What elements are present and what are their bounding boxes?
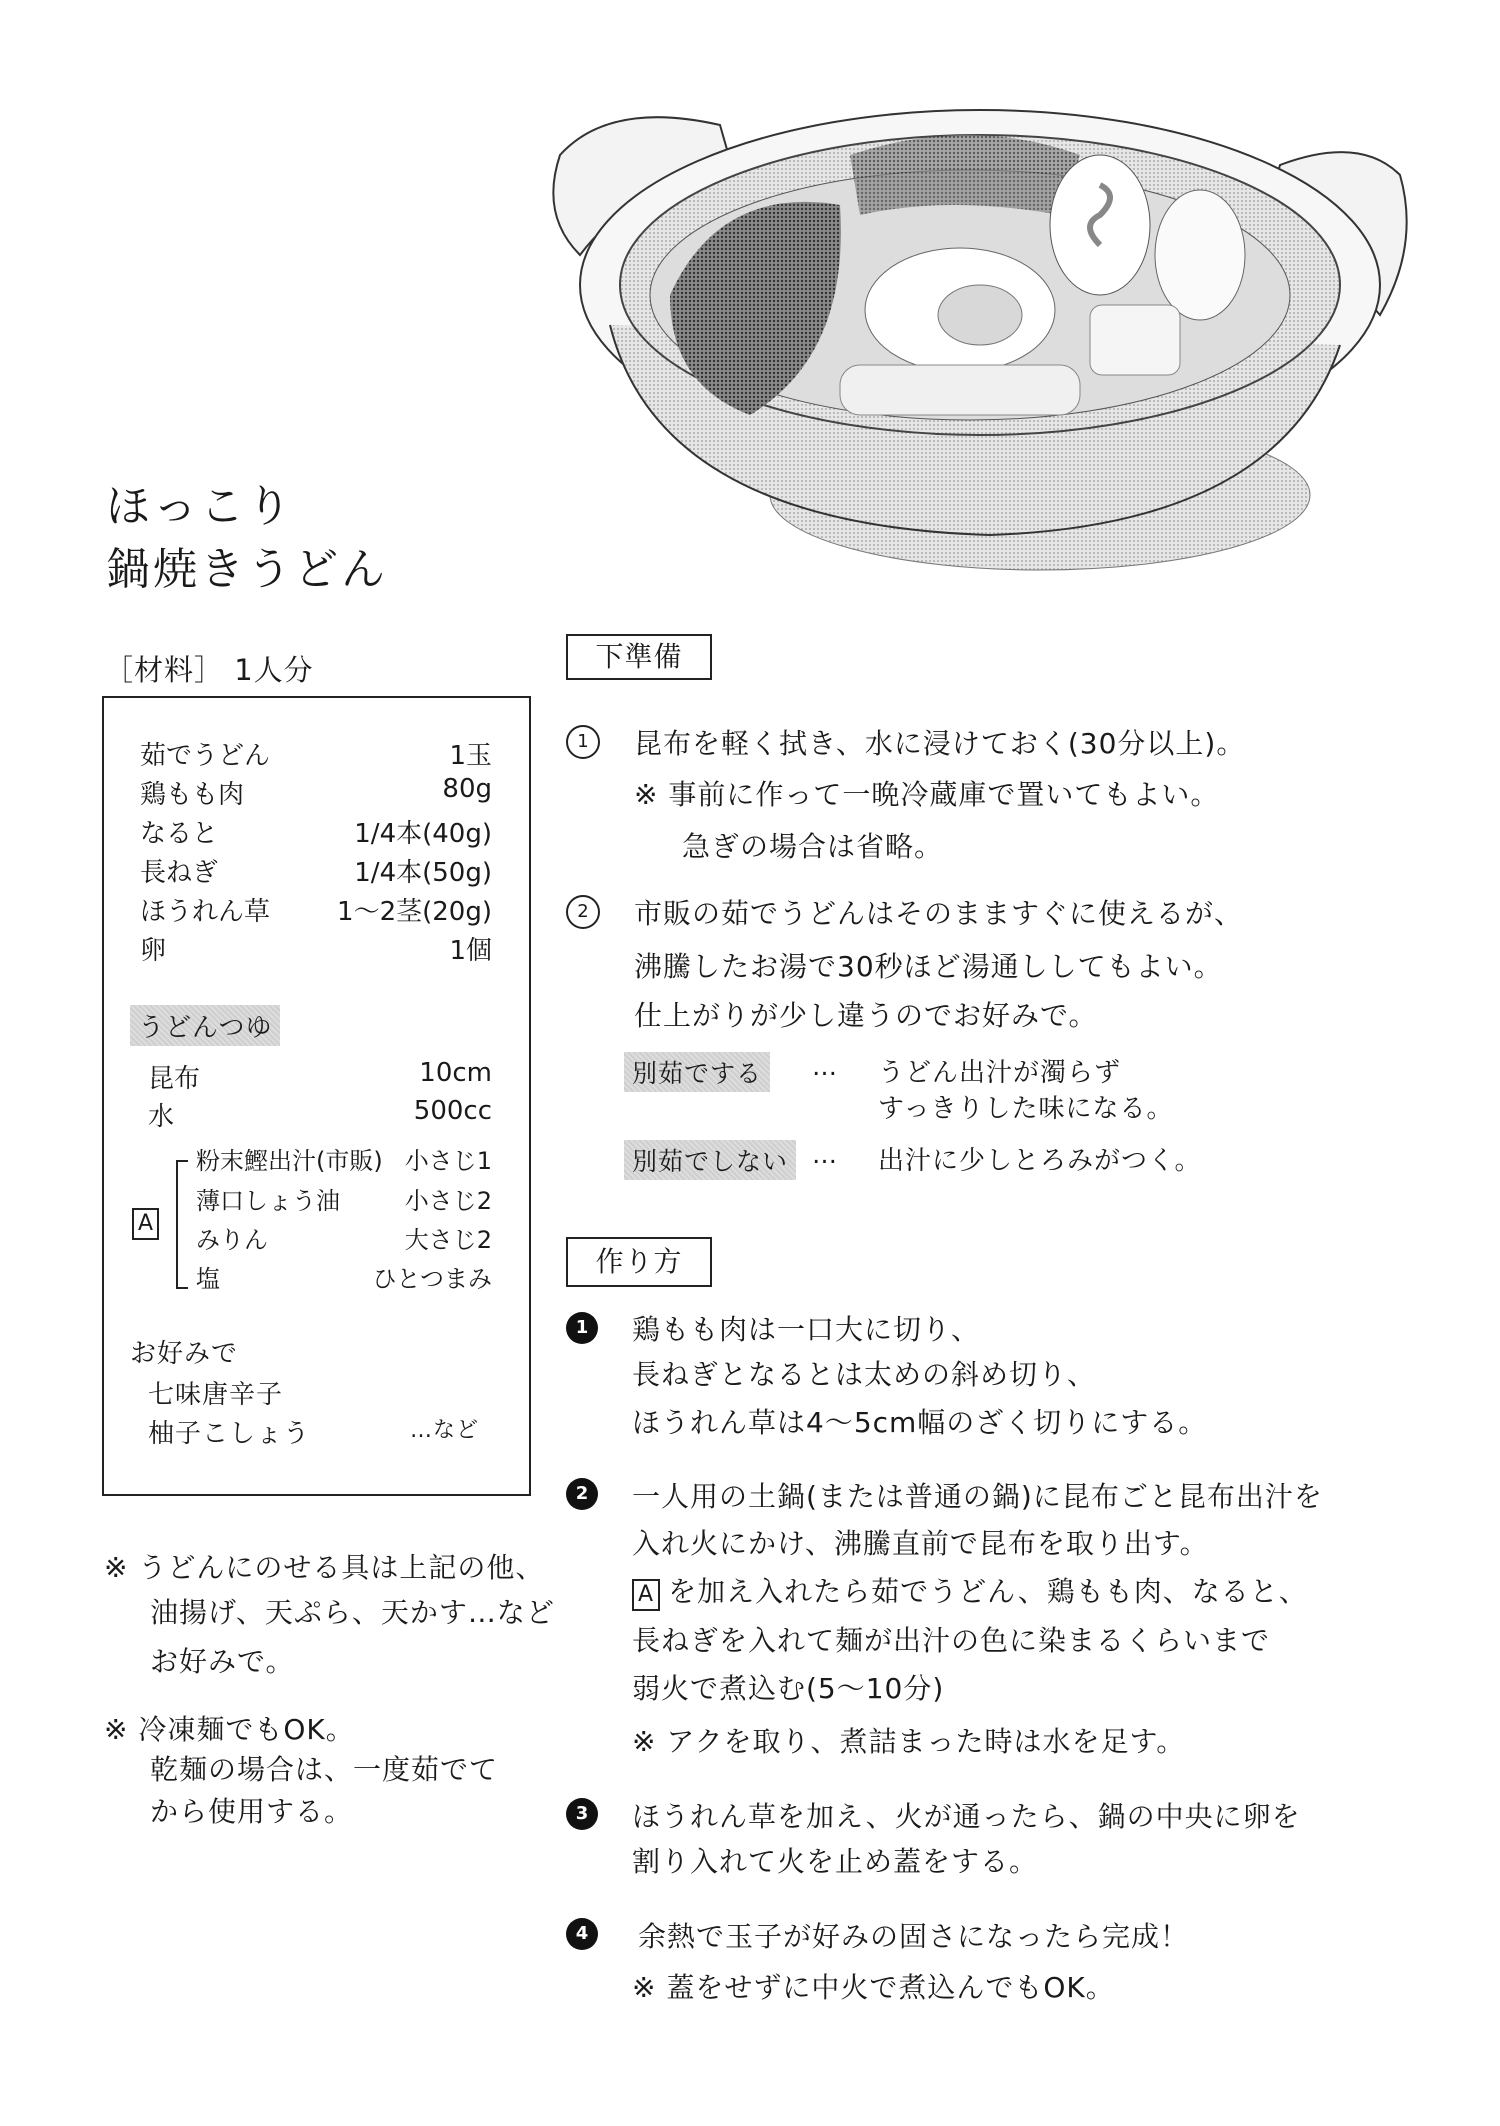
- note-line: ※ 冷凍麺でもOK。: [104, 1713, 355, 1746]
- ingredient-row: [148, 1058, 492, 1095]
- ingredient-name: 水: [148, 1102, 175, 1132]
- nabeyaki-udon-illustration: [520, 95, 1460, 585]
- ingredient-name: 粉末鰹出汁(市販): [196, 1147, 383, 1175]
- method-step-line: 鶏もも肉は一口大に切り、: [632, 1313, 981, 1346]
- ingredient-row: [140, 735, 492, 772]
- option-separator: …: [812, 1052, 838, 1081]
- method-step-line: 弱火で煮込む(5～10分): [632, 1672, 945, 1705]
- ingredient-row: [140, 930, 492, 967]
- recipe-title-line1: ほっこり: [106, 481, 294, 532]
- optional-item: 七味唐辛子: [148, 1380, 284, 1410]
- group-a-bracket: [176, 1160, 188, 1289]
- ingredient-row: [148, 1096, 492, 1133]
- method-step-line: 長ねぎを入れて麺が出汁の色に染まるくらいまで: [632, 1624, 1271, 1657]
- ingredient-amount: 1玉: [449, 741, 492, 771]
- method-step-line: 余熱で玉子が好みの固さになったら完成！: [638, 1920, 1190, 1953]
- ingredient-name: 茹でうどん: [140, 741, 271, 771]
- step-number-filled: 1: [566, 1312, 598, 1344]
- ingredient-amount: 1～2茎(20g): [337, 897, 492, 927]
- optional-suffix: …など: [410, 1418, 480, 1443]
- step-number-filled: 2: [566, 1478, 598, 1510]
- step-number-circle: 1: [566, 725, 600, 759]
- method-step-line: 割り入れて火を止め蓋をする。: [632, 1845, 1039, 1878]
- note-line: お好みで。: [150, 1645, 295, 1678]
- option-text: うどん出汁が濁らず: [878, 1058, 1122, 1088]
- method-step-line: 長ねぎとなるとは太めの斜め切り、: [632, 1358, 1097, 1391]
- ingredient-name: 長ねぎ: [140, 858, 219, 888]
- ingredient-amount: 大さじ2: [404, 1226, 492, 1254]
- ingredient-name: ほうれん草: [140, 897, 271, 927]
- option-separator: …: [812, 1140, 838, 1169]
- prep-step-line: 市販の茹でうどんはそのまますぐに使えるが、: [634, 897, 1244, 930]
- optional-item: 柚子こしょう: [148, 1419, 311, 1449]
- ingredient-amount: 10cm: [419, 1058, 492, 1088]
- ingredient-name: 鶏もも肉: [140, 780, 245, 810]
- method-step-line: ほうれん草を加え、火が通ったら、鍋の中央に卵を: [632, 1800, 1301, 1833]
- step-number-circle: 2: [566, 895, 600, 929]
- ingredient-amount: 500cc: [413, 1096, 492, 1126]
- method-step-line: [632, 1570, 1308, 1611]
- note-line: 乾麺の場合は、一度茹でて: [150, 1753, 499, 1786]
- ingredient-name: みりん: [196, 1226, 268, 1254]
- ingredient-name: 塩: [196, 1265, 220, 1293]
- ingredient-amount: 1個: [449, 936, 492, 966]
- group-a-ref: A: [632, 1579, 660, 1611]
- ingredients-header: ［材料］ 1人分: [104, 653, 314, 687]
- ingredient-row: [140, 852, 492, 889]
- ingredient-name: 薄口しょう油: [196, 1187, 340, 1215]
- option-text: すっきりした味になる。: [878, 1094, 1174, 1124]
- method-step-line: ※ アクを取り、煮詰まった時は水を足す。: [632, 1725, 1186, 1758]
- step-number-filled: 3: [566, 1798, 598, 1830]
- method-step-line: 入れ火にかけ、沸騰直前で昆布を取り出す。: [632, 1527, 1209, 1560]
- ingredient-row: [196, 1220, 492, 1255]
- ingredient-row: [196, 1141, 492, 1176]
- ingredient-row: [196, 1181, 492, 1216]
- group-a-label: A: [132, 1208, 159, 1240]
- tsuyu-label: うどんつゆ: [130, 1005, 280, 1046]
- prep-heading: 下準備: [566, 634, 712, 680]
- ingredient-amount: ひとつまみ: [372, 1265, 492, 1293]
- prep-step-line: 急ぎの場合は省略。: [682, 830, 944, 863]
- ingredient-row: [140, 891, 492, 928]
- ingredient-name: なると: [140, 819, 219, 849]
- option-label: 別茹でする: [624, 1052, 770, 1092]
- note-line: ※ うどんにのせる具は上記の他、: [104, 1551, 545, 1584]
- prep-step-line: 仕上がりが少し違うのでお好みで。: [634, 999, 1098, 1032]
- ingredient-amount: 1/4本(50g): [354, 858, 492, 888]
- prep-step-line: ※ 事前に作って一晩冷蔵庫で置いてもよい。: [634, 778, 1220, 811]
- ingredient-name: 昆布: [148, 1064, 201, 1094]
- ingredient-amount: 1/4本(40g): [354, 819, 492, 849]
- method-step-line: ※ 蓋をせずに中火で煮込んでもOK。: [632, 1971, 1115, 2004]
- ingredient-row: [140, 813, 492, 850]
- ingredient-amount: 小さじ2: [404, 1187, 492, 1215]
- method-step-line: ほうれん草は4～5cm幅のざく切りにする。: [632, 1406, 1208, 1439]
- recipe-title-line2: 鍋焼きうどん: [106, 544, 388, 595]
- prep-step-line: 昆布を軽く拭き、水に浸けておく(30分以上)。: [634, 727, 1246, 760]
- method-step-text: を加え入れたら茹でうどん、鶏もも肉、なると、: [668, 1575, 1308, 1608]
- method-heading: 作り方: [566, 1237, 712, 1287]
- note-line: 油揚げ、天ぷら、天かす…など: [150, 1596, 555, 1629]
- note-line: から使用する。: [150, 1795, 354, 1828]
- ingredient-row: [196, 1259, 492, 1294]
- ingredient-name: 卵: [140, 936, 167, 966]
- step-number-filled: 4: [566, 1918, 598, 1950]
- prep-step-line: 沸騰したお湯で30秒ほど湯通ししてもよい。: [634, 950, 1223, 983]
- optional-label: お好みで: [130, 1339, 239, 1369]
- ingredient-amount: 80g: [442, 774, 492, 804]
- method-step-line: 一人用の土鍋(または普通の鍋)に昆布ごと昆布出汁を: [632, 1480, 1323, 1513]
- ingredient-amount: 小さじ1: [404, 1147, 492, 1175]
- option-label: 別茹でしない: [624, 1140, 796, 1180]
- option-text: 出汁に少しとろみがつく。: [878, 1146, 1202, 1176]
- ingredient-row: [140, 774, 492, 811]
